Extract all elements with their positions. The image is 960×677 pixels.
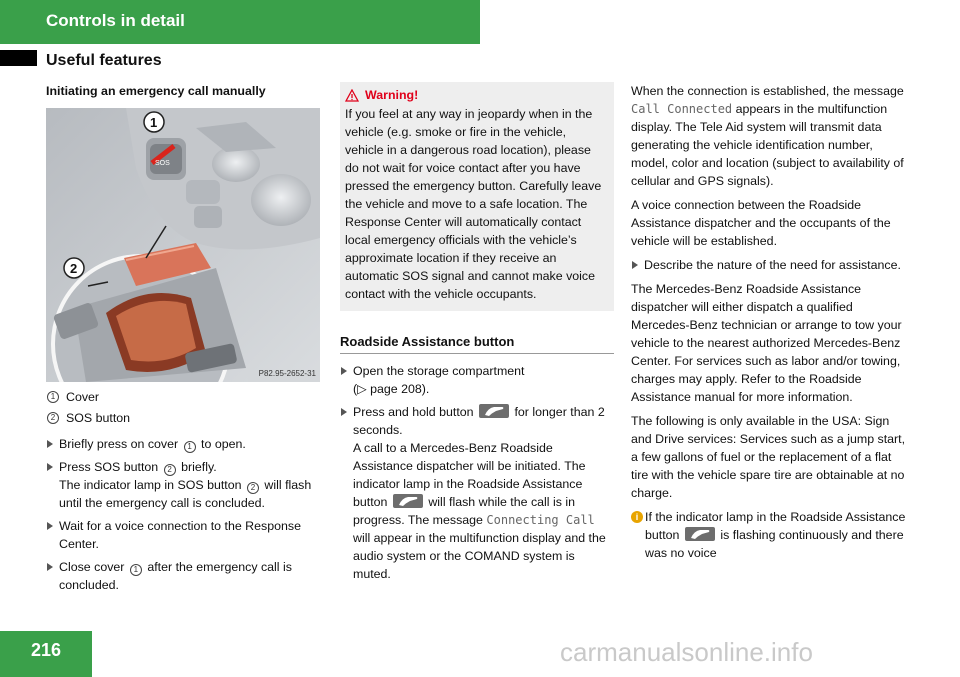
voice-connection-paragraph: A voice connection between the Roadside Assistance dispatcher and the occupants of the vehicle will be established. (631, 198, 891, 248)
overhead-panel-illustration (46, 108, 320, 382)
legend-number: 2 (47, 412, 59, 424)
warning-heading: Warning! (345, 86, 608, 104)
roadside-heading: Roadside Assistance button (340, 333, 614, 354)
column-warning-roadside (340, 82, 614, 583)
page-number: 216 (0, 631, 92, 677)
roadside-assistance-button-icon (479, 404, 509, 418)
step-press-roadside: Press and hold button for longer than 2 seconds. A call to a Mercedes-Benz Roadside Assistance dispatcher will be initiated. The indicator lamp in the Roadside Assistance button will flash while the call is in progress. The message Connecting Call will appear in the multifunction display and the audio system or the COMAND system is muted. (340, 403, 614, 583)
callout-ref: 1 (184, 441, 196, 453)
callout-ref: 2 (247, 482, 259, 494)
usa-only-paragraph: The following is only available in the USA: Sign and Drive services: Services such as a jump start, a few gallons of fuel or the replacement of a flat tire with the vehicle spare tire are obtainable at no charge. (631, 414, 906, 500)
chapter-header: Controls in detail (0, 0, 480, 44)
step-press-sos: Press SOS button 2 briefly. The indicator lamp in SOS button 2 will flash until the emergency call is concluded. (46, 458, 322, 512)
column-connection (631, 82, 911, 562)
dispatch-paragraph: The Mercedes-Benz Roadside Assistance dispatcher will either dispatch a qualified Mercedes-Benz technician or arrange to tow your vehicle to the nearest authorized Mercedes-Benz Center. For services such as labor and/or towing, charges may apply. Refer to the Roadside Assistance manual for more information. (631, 282, 902, 404)
legend-label: Cover (66, 390, 100, 404)
warning-triangle-icon (345, 89, 359, 102)
legend-item-sos-button (46, 409, 322, 427)
figure-callout-2: 2 (70, 261, 78, 276)
step-open-storage: Open the storage compartment (▷ page 208). (340, 362, 614, 398)
callout-ref: 2 (164, 464, 176, 476)
connecting-call-message: Connecting Call (486, 513, 595, 527)
warning-box (340, 82, 614, 311)
warning-text: If you feel at any way in jeopardy when in the vehicle (e.g. smoke or fire in the vehicle, vehicle in a dangerous road location), please do not wait for voice contact after you have pressed the emergency button. Carefully leave the vehicle and move to a safe location. The Response Center will automatically contact local emergency officials with the vehicle’s approximate location if they receive an automatic SOS signal and cannot make voice contact with the vehicle occupants. (345, 107, 602, 301)
roadside-assistance-button-icon (393, 494, 423, 508)
roadside-assistance-button-icon (685, 527, 715, 541)
column-emergency-call (46, 82, 322, 594)
step-open-cover: Briefly press on cover 1 to open. (46, 435, 322, 453)
legend-label: SOS button (66, 411, 131, 425)
overhead-control-panel-figure (46, 108, 320, 382)
sos-button-label: SOS (155, 160, 170, 167)
legend-number: 1 (47, 391, 59, 403)
section-title: Useful features (46, 52, 162, 69)
legend-item-cover (46, 388, 322, 406)
step-wait-voice: Wait for a voice connection to the Response Center. (46, 517, 322, 553)
call-connected-message: Call Connected (631, 102, 733, 116)
figure-code: P82.95-2652-31 (258, 369, 316, 378)
info-note: i If the indicator lamp in the Roadside Assistance button is flashing continuously and there was no voice (631, 508, 911, 562)
emergency-call-heading: Initiating an emergency call manually (46, 84, 266, 98)
callout-ref: 1 (130, 564, 142, 576)
watermark: carmanualsonline.info (560, 637, 813, 667)
step-describe-need: Describe the nature of the need for assistance. (631, 256, 911, 274)
info-icon: i (631, 511, 643, 523)
section-marker (0, 50, 37, 66)
connection-paragraph: When the connection is established, the message Call Connected appears in the multifunction display. The Tele Aid system will transmit data generating the vehicle identification number, model, color and location (subject to availability of cellular and GPS signals). (631, 84, 904, 188)
figure-callout-1: 1 (150, 115, 158, 130)
step-close-cover: Close cover 1 after the emergency call is concluded. (46, 558, 322, 594)
